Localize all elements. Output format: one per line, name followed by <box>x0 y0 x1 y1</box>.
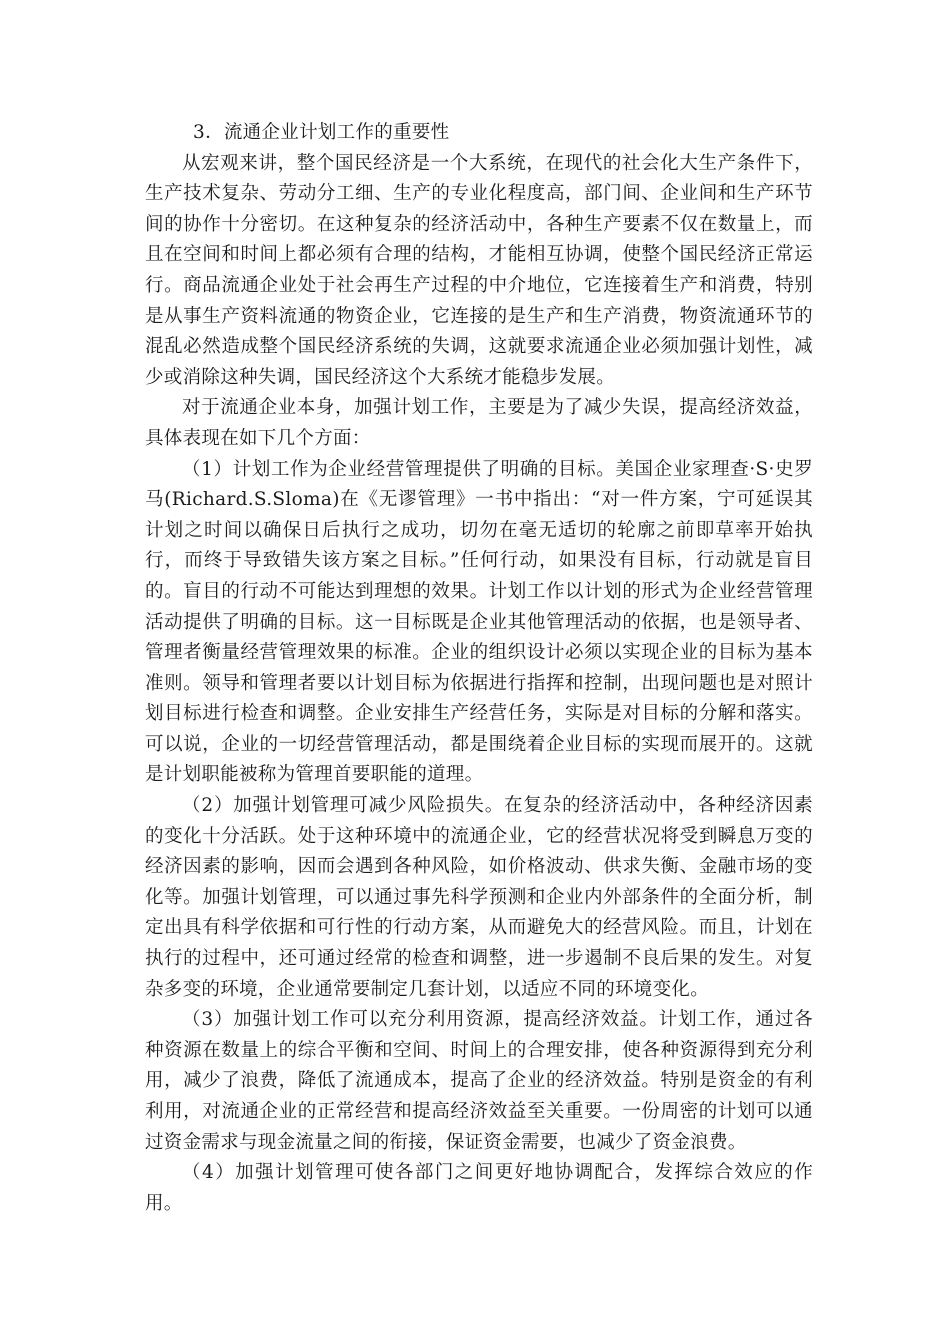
paragraph-point-1: （1）计划工作为企业经营管理提供了明确的目标。美国企业家理查·S·史罗马(Richard.S.Sloma)在《无谬管理》一书中指出：“对一件方案，宁可延误其计划之时间以确保日后执行之成功，切勿在毫无适切的轮廓之前即草率开始执行，而终于导致错失该方案之目标。”任何行动，如果没有目标，行动就是盲目的。盲目的行动不可能达到理想的效果。计划工作以计划的形式为企业经营管理活动提供了明确的目标。这一目标既是企业其他管理活动的依据，也是领导者、管理者衡量经营管理效果的标准。企业的组织设计必须以实现企业的目标为基本准则。领导和管理者要以计划目标为依据进行指挥和控制，出现问题也是对照计划目标进行检查和调整。企业安排生产经营任务，实际是对目标的分解和落实。可以说，企业的一切经营管理活动，都是围绕着企业目标的实现而展开的。这就是计划职能被称为管理首要职能的道理。 <box>145 458 813 786</box>
paragraph-point-4: （4）加强计划管理可使各部门之间更好地协调配合，发挥综合效应的作用。 <box>145 1162 813 1214</box>
paragraph-point-3: （3）加强计划工作可以充分利用资源，提高经济效益。计划工作，通过各种资源在数量上的综合平衡和空间、时间上的合理安排，使各种资源得到充分利用，减少了浪费，降低了流通成本，提高了企业的经济效益。特别是资金的有利利用，对流通企业的正常经营和提高经济效益至关重要。一份周密的计划可以通过资金需求与现金流量之间的衔接，保证资金需要，也减少了资金浪费。 <box>145 1009 813 1153</box>
paragraph-enterprise-view: 对于流通企业本身，加强计划工作，主要是为了减少失误，提高经济效益，具体表现在如下几个方面： <box>145 397 813 449</box>
section-heading: 3．流通企业计划工作的重要性 <box>193 122 450 143</box>
document-body <box>145 118 813 1219</box>
paragraph-point-2: （2）加强计划管理可减少风险损失。在复杂的经济活动中，各种经济因素的变化十分活跃。处于这种环境中的流通企业，它的经营状况将受到瞬息万变的经济因素的影响，因而会遇到各种风险，如价格波动、供求失衡、金融市场的变化等。加强计划管理，可以通过事先科学预测和企业内外部条件的全面分析，制定出具有科学依据和可行性的行动方案，从而避免大的经营风险。而且，计划在执行的过程中，还可通过经常的检查和调整，进一步遏制不良后果的发生。对复杂多变的环境，企业通常要制定几套计划，以适应不同的环境变化。 <box>145 795 813 1000</box>
paragraph-macro-view: 从宏观来讲，整个国民经济是一个大系统，在现代的社会化大生产条件下，生产技术复杂、劳动分工细、生产的专业化程度高，部门间、企业间和生产环节间的协作十分密切。在这种复杂的经济活动中，各种生产要素不仅在数量上，而且在空间和时间上都必须有合理的结构，才能相互协调，使整个国民经济正常运行。商品流通企业处于社会再生产过程的中介地位，它连接着生产和消费，特别是从事生产资料流通的物资企业，它连接的是生产和生产消费，物资流通环节的混乱必然造成整个国民经济系统的失调，这就要求流通企业必须加强计划性，减少或消除这种失调，国民经济这个大系统才能稳步发展。 <box>145 152 813 388</box>
